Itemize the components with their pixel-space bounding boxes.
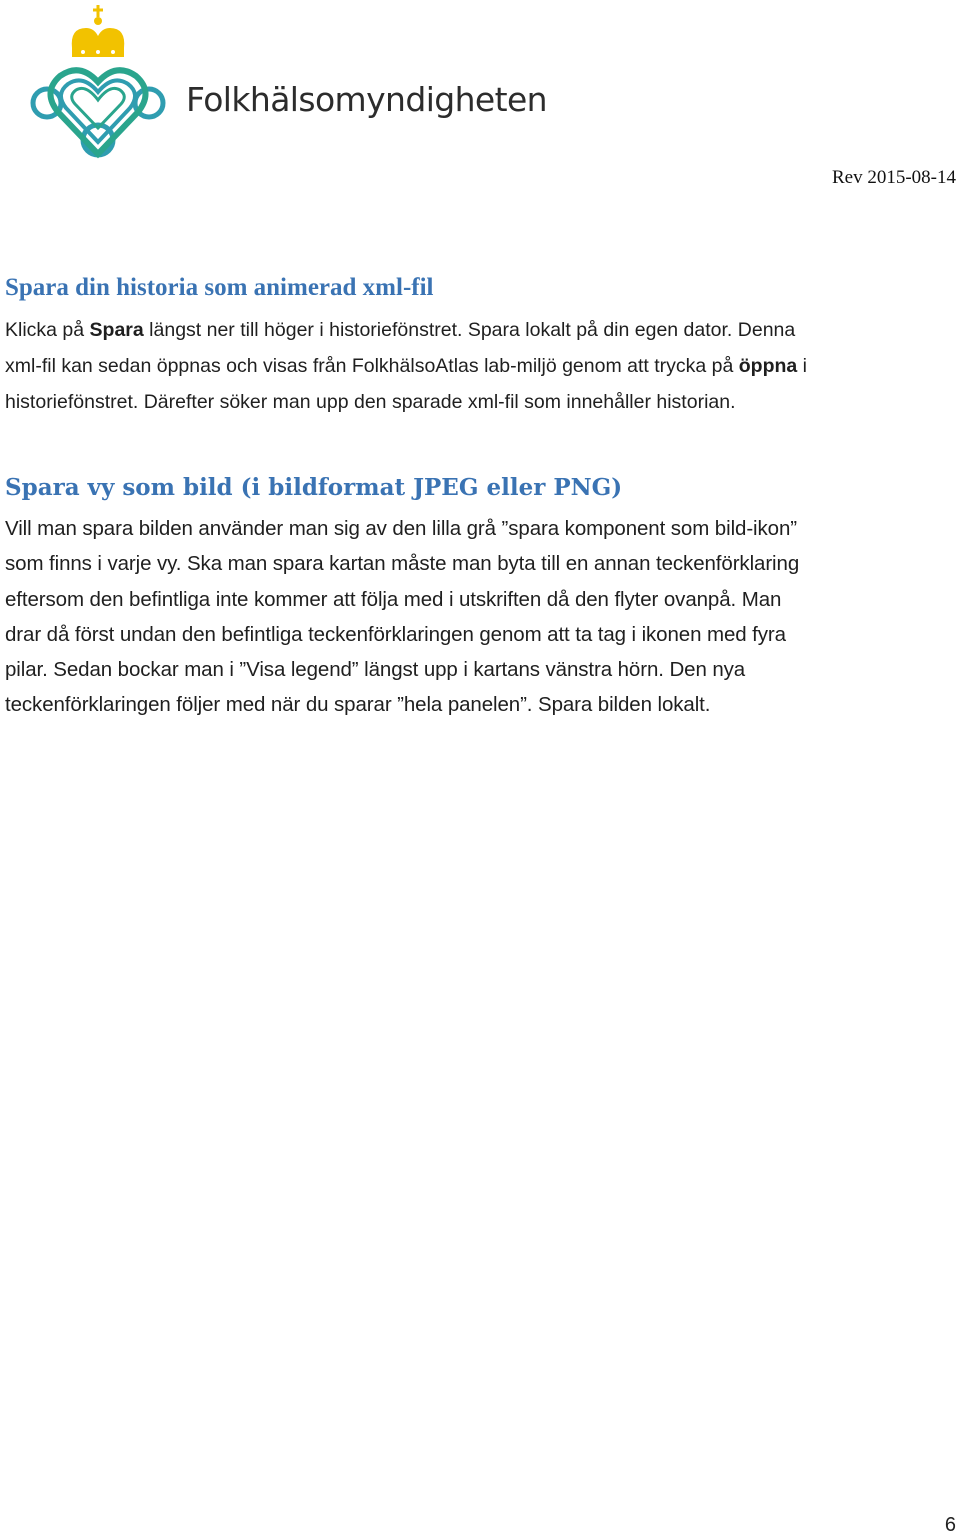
text-run: längst ner till höger i historiefönstret. Spara lokalt på din egen dator. Denna (143, 319, 796, 341)
text-line (5, 617, 955, 652)
text-run: som finns i varje vy. Ska man spara kartan måste man byta till en annan teckenförklaring (5, 552, 800, 576)
text-run: teckenförklaringen följer med när du sparar ”hela panelen”. Spara bilden lokalt. (5, 693, 711, 717)
section-heading-image: Spara vy som bild (i bildformat JPEG eller PNG) (5, 474, 623, 501)
text-run: drar då först undan den befintliga teckenförklaringen genom att ta tag i ikonen med fyra (5, 622, 786, 646)
section-heading-xml: Spara din historia som animerad xml-fil (5, 274, 434, 301)
text-run: i (797, 355, 808, 377)
section-body-image (5, 511, 955, 723)
text-line (5, 312, 955, 348)
folkhalsomyndigheten-logo (28, 4, 168, 160)
text-run: pilar. Sedan bockar man i ”Visa legend” längst upp i kartans vänstra hörn. Den nya (5, 658, 746, 682)
text-line (5, 687, 955, 722)
organization-name: Folkhälsomyndigheten (186, 80, 547, 119)
text-line (5, 511, 955, 546)
text-run: Vill man spara bilden använder man sig av den lilla grå ”spara komponent som bild-ikon” (5, 517, 797, 540)
text-run: Klicka på (5, 319, 90, 341)
heart-rings-icon (33, 70, 163, 155)
section-body-xml (5, 312, 955, 420)
revision-date: Rev 2015-08-14 (831, 167, 956, 188)
text-run: historiefönstret. Därefter söker man upp den sparade xml-fil som innehåller historian. (5, 391, 736, 413)
bold-term: öppna (738, 355, 798, 377)
text-line (5, 582, 955, 617)
text-line (5, 348, 955, 384)
crown-icon (72, 5, 124, 57)
text-run: eftersom den befintliga inte kommer att följa med i utskriften då den flyter ovanpå. Man (5, 587, 782, 611)
bold-term: Spara (89, 319, 144, 341)
text-line (5, 384, 955, 420)
text-run: xml-fil kan sedan öppnas och visas från FolkhälsoAtlas lab-miljö genom att trycka på (5, 355, 739, 377)
page-number: 6 (944, 1514, 956, 1536)
text-line (5, 652, 955, 687)
text-line (5, 546, 955, 581)
